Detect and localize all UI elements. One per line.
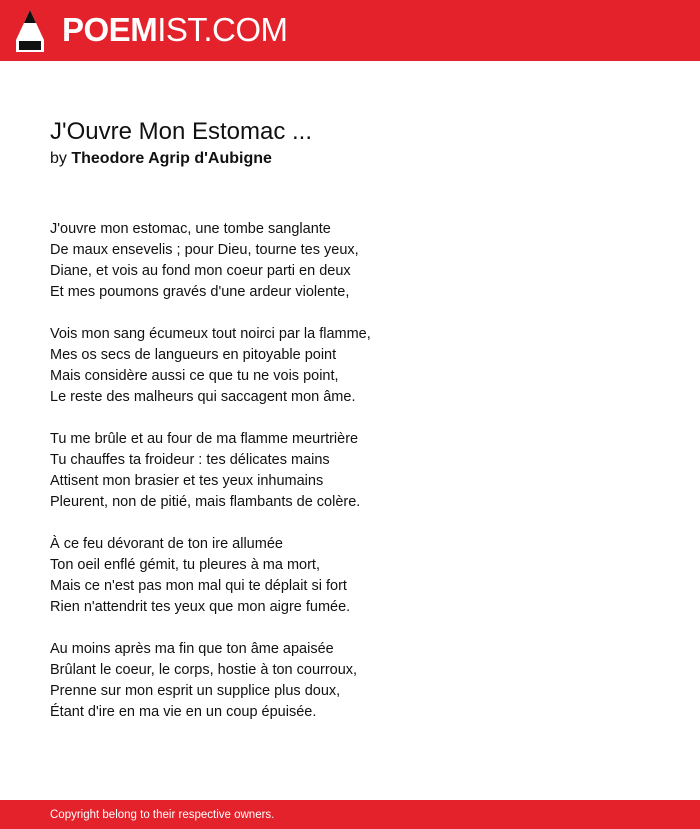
poem-byline — [50, 149, 272, 169]
poem-line: Diane, et vois au fond mon coeur parti en deux — [50, 263, 351, 279]
poem-line: Rien n'attendrit tes yeux que mon aigre fumée. — [50, 599, 351, 615]
poem-line: Ton oeil enflé gémit, tu pleures à ma mort, — [50, 557, 320, 573]
poem-author: Theodore Agrip d'Aubigne — [71, 150, 272, 167]
site-header — [0, 0, 700, 61]
poem-line: Mais considère aussi ce que tu ne vois point, — [50, 368, 339, 384]
poem-stanza — [50, 219, 650, 303]
poem-stanza — [50, 429, 650, 513]
poem-line: Vois mon sang écumeux tout noirci par la flamme, — [50, 326, 371, 342]
poem-line: Et mes poumons gravés d'une ardeur violente, — [50, 284, 350, 300]
poem-line: Mais ce n'est pas mon mal qui te déplait si fort — [50, 578, 347, 594]
poem-title: J'Ouvre Mon Estomac ... — [50, 118, 312, 145]
poem-stanza — [50, 324, 650, 408]
poem-body — [50, 219, 650, 744]
poem-line: À ce feu dévorant de ton ire allumée — [50, 536, 283, 552]
logo-text-bold: POEM — [62, 11, 158, 48]
poem-line: De maux ensevelis ; pour Dieu, tourne tes yeux, — [50, 242, 359, 258]
site-footer — [0, 800, 700, 829]
poem-line: Tu me brûle et au four de ma flamme meurtrière — [50, 431, 359, 447]
poem-line: Le reste des malheurs qui saccagent mon âme. — [50, 389, 356, 405]
poem-line: Attisent mon brasier et tes yeux inhumains — [50, 473, 324, 489]
copyright-text: Copyright belong to their respective owners. — [50, 809, 275, 821]
pencil-logo-icon[interactable] — [16, 10, 44, 52]
poem-line: Étant d'ire en ma vie en un coup épuisée. — [50, 704, 317, 720]
poem-line: Tu chauffes ta froideur : tes délicates mains — [50, 452, 330, 468]
poem-line: Brûlant le coeur, le corps, hostie à ton courroux, — [50, 662, 358, 678]
poem-stanza — [50, 534, 650, 618]
by-label: by — [50, 150, 67, 167]
logo-text-light: IST.COM — [157, 11, 288, 48]
poem-line: Prenne sur mon esprit un supplice plus doux, — [50, 683, 341, 699]
site-logo[interactable] — [62, 11, 288, 49]
poem-stanza — [50, 639, 650, 723]
poem-line: Pleurent, non de pitié, mais flambants de colère. — [50, 494, 361, 510]
poem-line: J'ouvre mon estomac, une tombe sanglante — [50, 221, 331, 237]
poem-line: Mes os secs de langueurs en pitoyable point — [50, 347, 337, 363]
poem-line: Au moins après ma fin que ton âme apaisée — [50, 641, 334, 657]
